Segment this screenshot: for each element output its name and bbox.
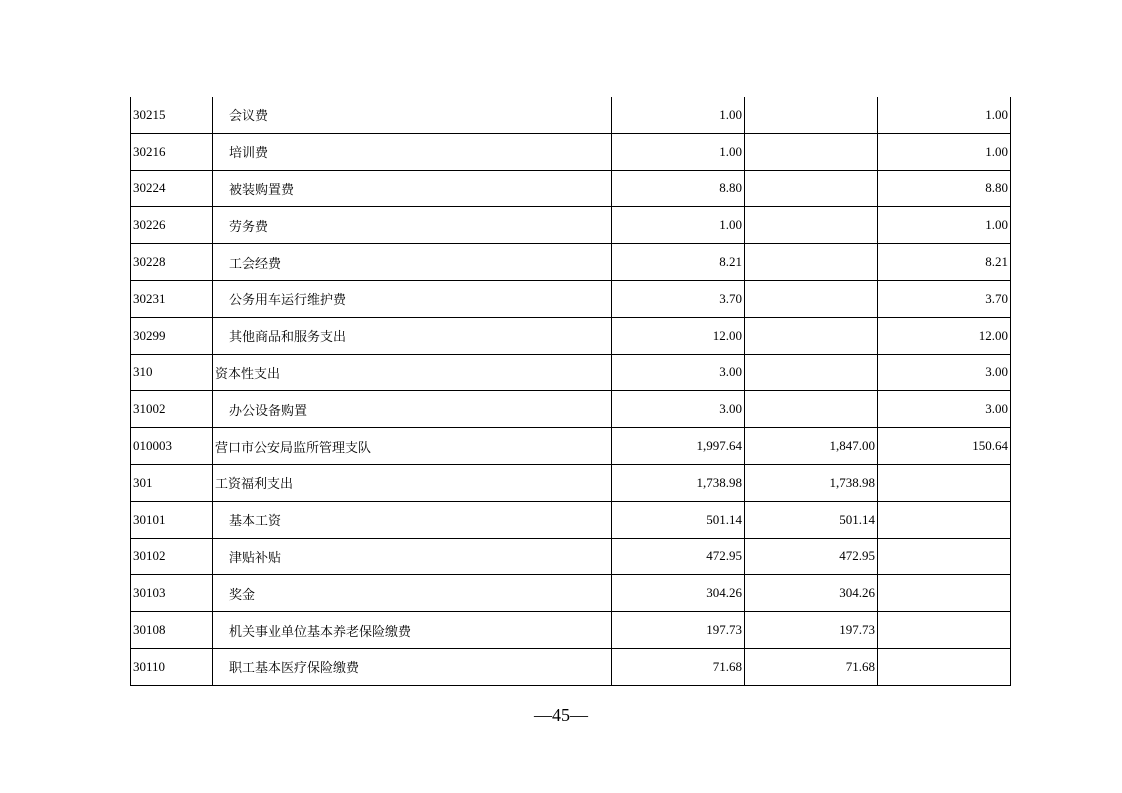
project-cell: 1.00 — [878, 133, 1011, 170]
table-row — [131, 464, 1011, 501]
basic-cell — [745, 354, 878, 391]
name-cell: 工资福利支出 — [213, 464, 612, 501]
name-cell: 基本工资 — [213, 501, 612, 538]
project-cell: 3.00 — [878, 391, 1011, 428]
table-row — [131, 575, 1011, 612]
code-cell: 30228 — [131, 244, 213, 281]
total-cell: 1,997.64 — [612, 428, 745, 465]
project-cell: 3.00 — [878, 354, 1011, 391]
budget-table-body — [131, 97, 1011, 685]
code-cell: 30216 — [131, 133, 213, 170]
project-cell: 8.21 — [878, 244, 1011, 281]
basic-cell — [745, 244, 878, 281]
name-cell: 劳务费 — [213, 207, 612, 244]
name-cell: 被装购置费 — [213, 170, 612, 207]
total-cell: 3.00 — [612, 354, 745, 391]
code-cell: 30108 — [131, 612, 213, 649]
total-cell: 197.73 — [612, 612, 745, 649]
name-cell: 津贴补贴 — [213, 538, 612, 575]
project-cell: 8.80 — [878, 170, 1011, 207]
code-cell: 010003 — [131, 428, 213, 465]
code-cell: 30103 — [131, 575, 213, 612]
basic-cell: 501.14 — [745, 501, 878, 538]
project-cell: 150.64 — [878, 428, 1011, 465]
code-cell: 310 — [131, 354, 213, 391]
name-cell: 资本性支出 — [213, 354, 612, 391]
project-cell — [878, 501, 1011, 538]
budget-table — [130, 97, 1011, 686]
code-cell: 30101 — [131, 501, 213, 538]
total-cell: 1.00 — [612, 133, 745, 170]
basic-cell: 472.95 — [745, 538, 878, 575]
project-cell — [878, 648, 1011, 685]
code-cell: 30215 — [131, 97, 213, 133]
basic-cell: 1,738.98 — [745, 464, 878, 501]
project-cell — [878, 538, 1011, 575]
project-cell: 3.70 — [878, 280, 1011, 317]
table-row — [131, 354, 1011, 391]
name-cell: 其他商品和服务支出 — [213, 317, 612, 354]
code-cell: 30231 — [131, 280, 213, 317]
code-cell: 30224 — [131, 170, 213, 207]
total-cell: 8.80 — [612, 170, 745, 207]
table-row — [131, 133, 1011, 170]
name-cell: 营口市公安局监所管理支队 — [213, 428, 612, 465]
code-cell: 301 — [131, 464, 213, 501]
table-row — [131, 501, 1011, 538]
table-row — [131, 317, 1011, 354]
name-cell: 培训费 — [213, 133, 612, 170]
total-cell: 1.00 — [612, 207, 745, 244]
code-cell: 31002 — [131, 391, 213, 428]
name-cell: 机关事业单位基本养老保险缴费 — [213, 612, 612, 649]
total-cell: 472.95 — [612, 538, 745, 575]
total-cell: 3.00 — [612, 391, 745, 428]
total-cell: 3.70 — [612, 280, 745, 317]
project-cell: 1.00 — [878, 207, 1011, 244]
name-cell: 公务用车运行维护费 — [213, 280, 612, 317]
basic-cell — [745, 280, 878, 317]
name-cell: 职工基本医疗保险缴费 — [213, 648, 612, 685]
basic-cell — [745, 133, 878, 170]
total-cell: 1,738.98 — [612, 464, 745, 501]
table-row — [131, 170, 1011, 207]
table-row — [131, 97, 1011, 133]
basic-cell: 1,847.00 — [745, 428, 878, 465]
basic-cell: 197.73 — [745, 612, 878, 649]
basic-cell — [745, 170, 878, 207]
table-row — [131, 428, 1011, 465]
total-cell: 1.00 — [612, 97, 745, 133]
total-cell: 304.26 — [612, 575, 745, 612]
table-row — [131, 648, 1011, 685]
basic-cell: 304.26 — [745, 575, 878, 612]
table-row — [131, 207, 1011, 244]
total-cell: 501.14 — [612, 501, 745, 538]
basic-cell — [745, 207, 878, 244]
total-cell: 71.68 — [612, 648, 745, 685]
table-row — [131, 244, 1011, 281]
basic-cell: 71.68 — [745, 648, 878, 685]
page-number: —45— — [534, 705, 588, 725]
name-cell: 会议费 — [213, 97, 612, 133]
basic-cell — [745, 391, 878, 428]
total-cell: 12.00 — [612, 317, 745, 354]
project-cell: 12.00 — [878, 317, 1011, 354]
project-cell — [878, 464, 1011, 501]
project-cell — [878, 575, 1011, 612]
table-row — [131, 280, 1011, 317]
table-row — [131, 538, 1011, 575]
table-row — [131, 612, 1011, 649]
basic-cell — [745, 317, 878, 354]
name-cell: 工会经费 — [213, 244, 612, 281]
code-cell: 30110 — [131, 648, 213, 685]
table-row — [131, 391, 1011, 428]
code-cell: 30299 — [131, 317, 213, 354]
total-cell: 8.21 — [612, 244, 745, 281]
name-cell: 办公设备购置 — [213, 391, 612, 428]
project-cell — [878, 612, 1011, 649]
code-cell: 30226 — [131, 207, 213, 244]
code-cell: 30102 — [131, 538, 213, 575]
basic-cell — [745, 97, 878, 133]
project-cell: 1.00 — [878, 97, 1011, 133]
name-cell: 奖金 — [213, 575, 612, 612]
